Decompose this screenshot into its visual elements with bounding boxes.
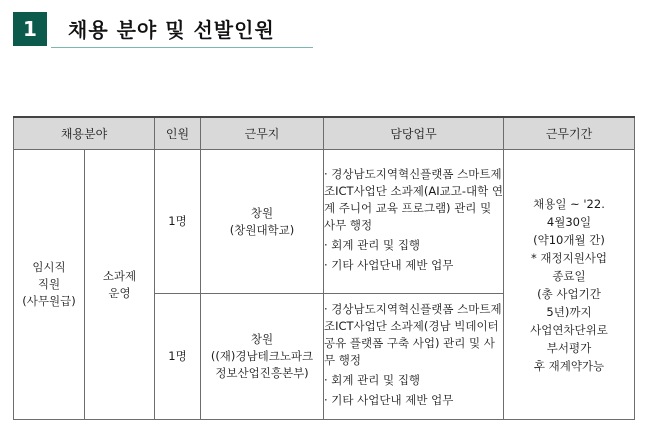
header-period: 근무기간 bbox=[504, 117, 635, 150]
duty-item: · 경상남도지역혁신플랫폼 스마트제조ICT사업단 소과제(경남 빅데이터 공유 플랫폼 구축 사업) 관리 및 사무 행정 bbox=[324, 302, 502, 367]
duty-item: · 경상남도지역혁신플랫폼 스마트제조ICT사업단 소과제(AI교고-대학 연계 주니어 교육 프로그램) 관리 및 사무 행정 bbox=[324, 167, 503, 232]
headcount-cell: 1명 bbox=[155, 150, 201, 294]
duty-item: · 기타 사업단내 제반 업무 bbox=[324, 258, 454, 272]
section-header bbox=[13, 12, 313, 50]
work-period-text: 채용일 ~ '22. 4월30일 (약10개월 간) * 재정지원사업 종료일 (총 사업기간 5년)까지 사업연차단위로 부서평가 후 재계약가능 bbox=[530, 196, 608, 373]
workplace-cell bbox=[201, 294, 324, 420]
workplace-text: 창원 ((재)경남테크노파크 정보산업진흥본부) bbox=[210, 332, 314, 380]
job-category-text: 임시직 직원 (사무원급) bbox=[22, 260, 76, 308]
work-period-cell bbox=[504, 150, 635, 420]
job-field bbox=[85, 150, 155, 420]
workplace-text: 창원 (창원대학교) bbox=[229, 205, 295, 237]
section-title: 채용 분야 및 선발인원 bbox=[68, 18, 275, 42]
duty-item: · 회계 관리 및 집행 bbox=[324, 373, 421, 387]
headcount-cell: 1명 bbox=[155, 294, 201, 420]
job-category bbox=[14, 150, 85, 420]
header-workplace: 근무지 bbox=[201, 117, 324, 150]
header-recruit-field: 채용분야 bbox=[14, 117, 155, 150]
recruitment-table bbox=[13, 116, 635, 420]
header-headcount: 인원 bbox=[155, 117, 201, 150]
duties-cell bbox=[324, 294, 504, 420]
table-header-row bbox=[14, 117, 635, 150]
header-duties: 담당업무 bbox=[324, 117, 504, 150]
header-underline bbox=[51, 47, 313, 48]
duties-cell bbox=[324, 150, 504, 294]
table-row bbox=[14, 150, 635, 294]
job-field-text: 소과제 운영 bbox=[102, 268, 137, 300]
duty-item: · 회계 관리 및 집행 bbox=[324, 238, 421, 252]
duty-item: · 기타 사업단내 제반 업무 bbox=[324, 393, 454, 407]
section-number-badge: 1 bbox=[13, 12, 47, 46]
workplace-cell bbox=[201, 150, 324, 294]
